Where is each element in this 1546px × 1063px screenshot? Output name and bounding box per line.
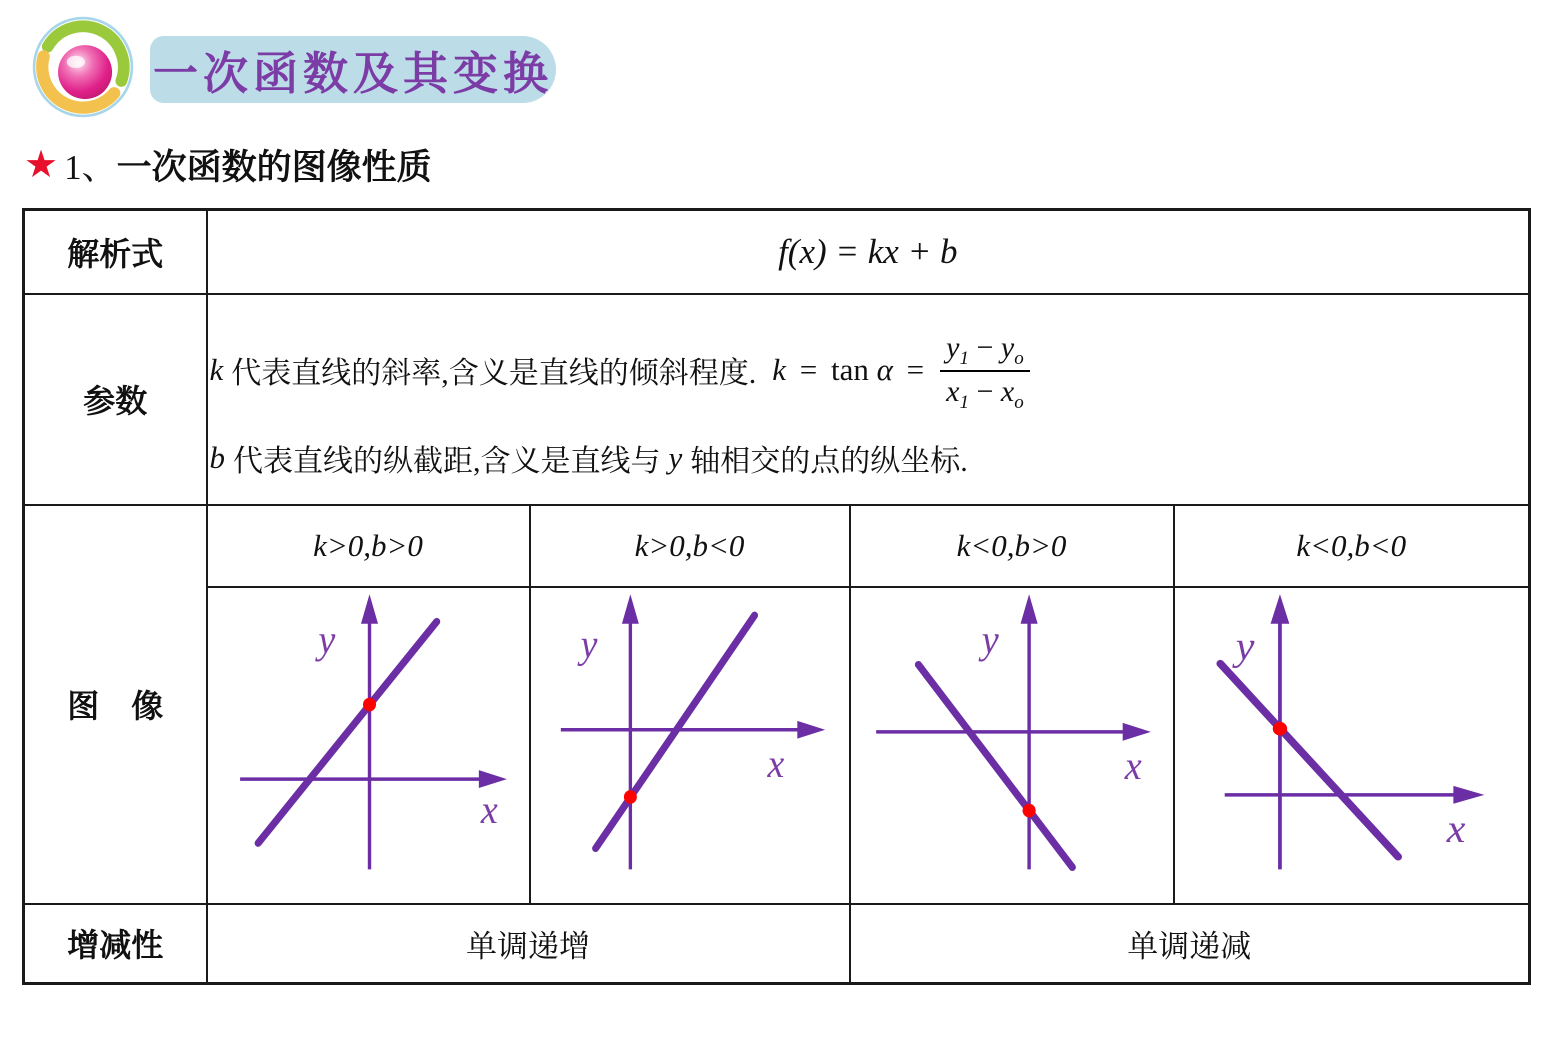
row-label-graph: 图 像 bbox=[24, 505, 207, 904]
linear-function-properties-table bbox=[22, 208, 1531, 985]
condition-k-neg-b-neg: k<0,b<0 bbox=[1174, 505, 1530, 587]
y-axis-arrow-icon bbox=[360, 594, 377, 623]
param-k-desc: 代表直线的斜率,含义是直线的倾斜程度. bbox=[231, 357, 757, 390]
x-axis-label: x bbox=[1446, 806, 1465, 851]
monotonic-decreasing: 单调递减 bbox=[850, 904, 1530, 984]
title-banner bbox=[150, 36, 556, 103]
row-label-formula: 解析式 bbox=[24, 210, 207, 294]
logo-ball-highlight bbox=[67, 56, 85, 68]
x-axis-label: x bbox=[1124, 743, 1142, 788]
x-axis-label: x bbox=[767, 741, 784, 786]
table-row bbox=[24, 210, 1530, 294]
table-row bbox=[24, 587, 1530, 904]
section-heading bbox=[24, 140, 432, 190]
graph-cell-4 bbox=[1174, 587, 1530, 904]
param-b-line bbox=[208, 433, 1529, 483]
brand-logo-icon bbox=[30, 14, 136, 120]
param-b-var: b bbox=[209, 440, 225, 475]
row-label-monotonicity: 增减性 bbox=[24, 904, 207, 984]
table-row bbox=[24, 505, 1530, 587]
section-title: 一次函数的图像性质 bbox=[116, 148, 432, 187]
y-axis-label: y bbox=[580, 621, 597, 667]
slope-fraction bbox=[940, 331, 1030, 413]
y-axis-label: y bbox=[317, 617, 335, 662]
star-icon: ★ bbox=[24, 144, 59, 186]
y-intercept-dot bbox=[623, 790, 636, 804]
y-axis-arrow-icon bbox=[1270, 594, 1289, 623]
graph-k-neg-b-neg bbox=[1175, 588, 1529, 903]
param-k-line bbox=[208, 315, 1529, 425]
graph-cell-3 bbox=[850, 587, 1174, 904]
y-axis-label: y bbox=[981, 617, 999, 662]
logo-pink-ball bbox=[58, 45, 112, 99]
graph-cell-1 bbox=[207, 587, 530, 904]
param-y-var: y bbox=[668, 440, 683, 475]
monotonic-increasing: 单调递增 bbox=[207, 904, 850, 984]
fraction-denominator: $x_1 - x_o$ bbox=[946, 374, 1024, 413]
condition-k-pos-b-neg: k>0,b<0 bbox=[530, 505, 850, 587]
condition-k-neg-b-pos: k<0,b>0 bbox=[850, 505, 1174, 587]
graph-k-pos-b-neg bbox=[531, 588, 849, 903]
x-axis-arrow-icon bbox=[797, 720, 825, 738]
params-description-cell bbox=[207, 294, 1530, 505]
y-axis-label: y bbox=[1235, 623, 1254, 668]
formula-value: f(x) = kx + b bbox=[207, 210, 1530, 294]
y-intercept-dot bbox=[1022, 803, 1035, 817]
graph-cell-2 bbox=[530, 587, 850, 904]
graph-k-neg-b-pos bbox=[851, 588, 1173, 903]
row-label-params: 参数 bbox=[24, 294, 207, 505]
section-number: 1、 bbox=[64, 148, 117, 187]
x-axis-arrow-icon bbox=[1453, 785, 1484, 803]
table-row bbox=[24, 294, 1530, 505]
x-axis-label: x bbox=[480, 787, 498, 832]
condition-k-pos-b-pos: k>0,b>0 bbox=[207, 505, 530, 587]
y-axis-arrow-icon bbox=[1020, 594, 1037, 623]
param-b-desc1: 代表直线的纵截距,含义是直线与 bbox=[233, 445, 661, 478]
param-k-var: k bbox=[209, 352, 224, 387]
graph-k-pos-b-pos bbox=[208, 588, 529, 903]
slope-equation: k = tan α = bbox=[772, 352, 925, 387]
x-axis-arrow-icon bbox=[1122, 722, 1150, 740]
y-intercept-dot bbox=[1272, 721, 1286, 735]
y-intercept-dot bbox=[362, 697, 375, 711]
table-row bbox=[24, 904, 1530, 984]
fraction-numerator: $y_1 - y_o$ bbox=[940, 331, 1030, 372]
x-axis-arrow-icon bbox=[478, 770, 506, 788]
y-axis-arrow-icon bbox=[621, 594, 638, 623]
banner-title: 一次函数及其变换 bbox=[152, 49, 553, 99]
param-b-desc2: 轴相交的点的纵坐标. bbox=[690, 445, 968, 478]
